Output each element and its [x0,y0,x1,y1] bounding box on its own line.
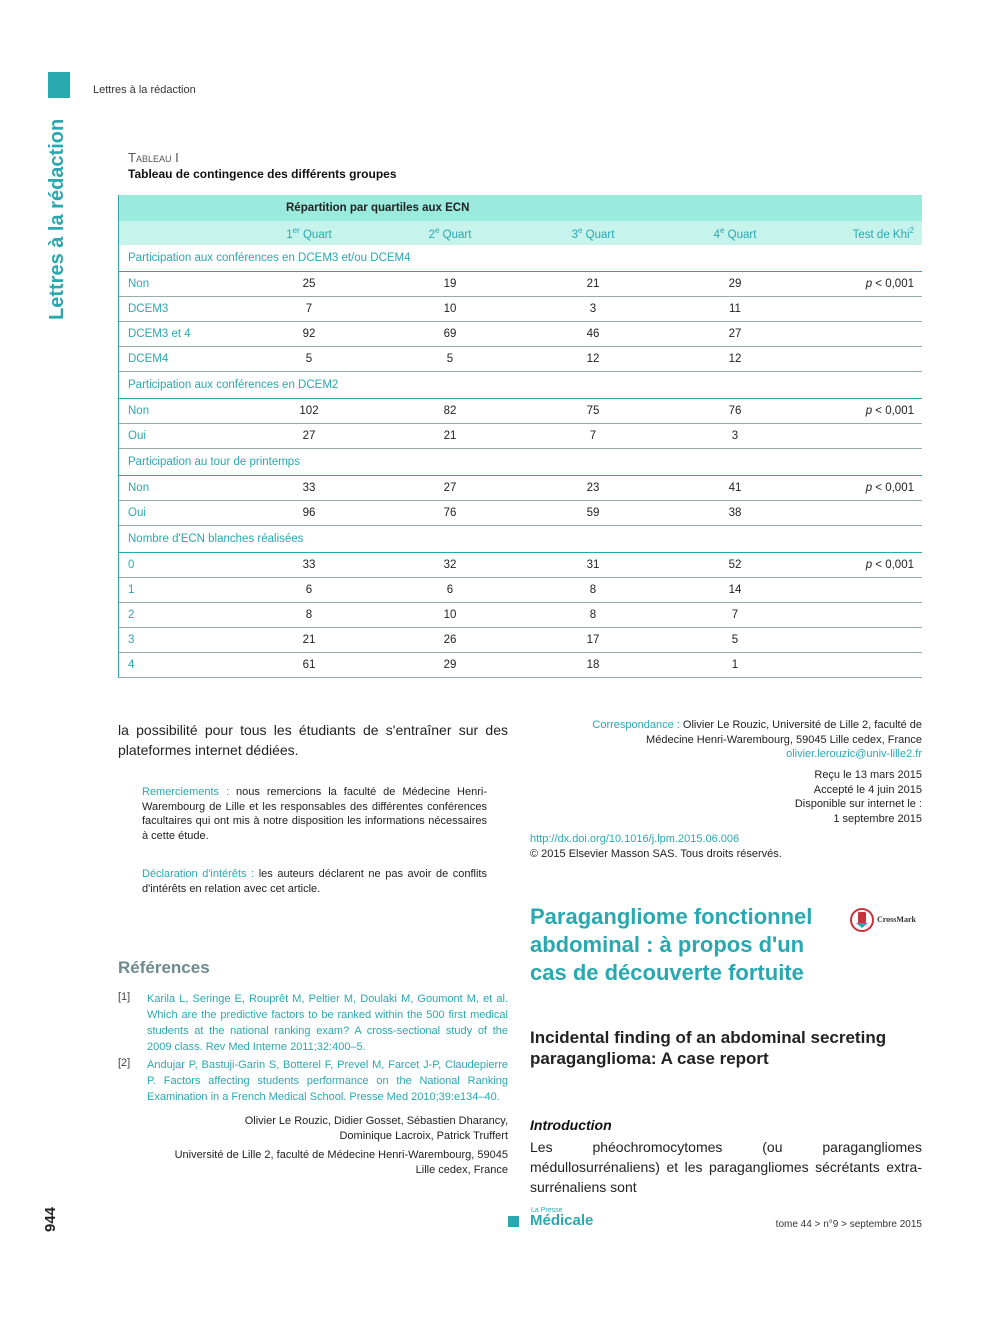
reference-number: [1] [118,991,131,1003]
row-label: 0 [119,553,239,578]
section-title: Participation aux conférences en DCEM3 et/ou DCEM4 [119,245,922,272]
p-value [805,603,922,628]
p-value [805,578,922,603]
cell-value: 76 [665,399,805,424]
cell-value: 46 [521,322,665,347]
section-marker [48,72,70,98]
cell-value: 10 [379,603,521,628]
section-title: Participation au tour de printemps [119,449,922,476]
table-row [119,272,922,297]
article-subtitle: Incidental finding of an abdominal secreting paraganglioma: A case report [530,1028,887,1068]
online-label: Disponible sur internet le : [794,798,922,810]
cell-value: 18 [521,653,665,678]
contingency-table [119,195,922,678]
cell-value: 27 [665,322,805,347]
cell-value: 41 [665,476,805,501]
cell-value: 31 [521,553,665,578]
cell-value: 8 [521,603,665,628]
doi-block [530,832,922,861]
running-header: Lettres à la rédaction [93,84,196,96]
conflicts-label: Déclaration d'intérêts : [142,868,255,880]
author-affiliation [118,1148,508,1177]
section-title: Participation aux conférences en DCEM2 [119,372,922,399]
p-value [805,501,922,526]
table-row [119,476,922,501]
table-row [119,501,922,526]
cell-value: 76 [379,501,521,526]
copyright-notice: © 2015 Elsevier Masson SAS. Tous droits réservés. [530,847,782,860]
cell-value: 33 [239,553,379,578]
cell-value: 5 [379,347,521,372]
row-label: 1 [119,578,239,603]
cell-value: 6 [379,578,521,603]
p-value [805,424,922,449]
journal-logo-small: La Presse [531,1207,563,1214]
cell-value: 21 [239,628,379,653]
reference-item [118,1057,508,1105]
authors-line: Dominique Lacroix, Patrick Truffert [339,1129,508,1142]
cell-value: 21 [521,272,665,297]
table-header-row [119,195,922,221]
cell-value: 14 [665,578,805,603]
acknowledgements [142,785,487,843]
cell-value: 12 [521,347,665,372]
cell-value: 82 [379,399,521,424]
cell-value: 7 [239,297,379,322]
table-row [119,424,922,449]
cell-value: 59 [521,501,665,526]
p-value: p < 0,001 [805,553,922,578]
issue-info: tome 44 > n°9 > septembre 2015 [775,1219,922,1230]
cell-value: 29 [379,653,521,678]
article-history [530,768,922,826]
row-label: DCEM3 et 4 [119,322,239,347]
table-row [119,347,922,372]
accepted-date: Accepté le 4 juin 2015 [813,783,922,796]
cell-value: 29 [665,272,805,297]
crossmark-label: CrossMark [877,915,916,924]
cell-value: 8 [239,603,379,628]
side-section-title: Lettres à la rédaction [46,118,68,320]
section-row [119,449,922,476]
cell-value: 23 [521,476,665,501]
cell-value: 3 [665,424,805,449]
cell-value: 33 [239,476,379,501]
table-label: Tableau I [128,150,179,165]
cell-value: 3 [521,297,665,322]
reference-item [118,991,508,1055]
cell-value: 25 [239,272,379,297]
cell-value: 102 [239,399,379,424]
cell-value: 52 [665,553,805,578]
table-row [119,322,922,347]
reference-link[interactable]: Karila L, Seringe E, Rouprêt M, Peltier M, Doulaki M, Goumont M, et al. Which are the predictive factors to be ranked within the 500 first medical students at the national ranking exam? A cross-sectional study of the 2009 class. Rev Med Interne 2011;32:400–5. [147,993,508,1053]
cell-value: 7 [521,424,665,449]
table-row [119,578,922,603]
affiliation-line: Lille cedex, France [415,1163,508,1176]
p-value: p < 0,001 [805,272,922,297]
row-label: Non [119,399,239,424]
table-row [119,553,922,578]
cell-value: 96 [239,501,379,526]
cell-value: 75 [521,399,665,424]
row-label: 4 [119,653,239,678]
author-list [118,1114,508,1143]
online-date: 1 septembre 2015 [833,812,922,825]
references-heading: Références [118,958,210,977]
references-list [118,991,508,1105]
section-title: Nombre d'ECN blanches réalisées [119,526,922,553]
cell-value: 7 [665,603,805,628]
cell-value: 8 [521,578,665,603]
cell-value: 19 [379,272,521,297]
cell-value: 26 [379,628,521,653]
conflicts-statement [142,867,487,896]
cell-value: 17 [521,628,665,653]
cell-value: 11 [665,297,805,322]
cell-value: 21 [379,424,521,449]
reference-link[interactable]: Andujar P, Bastuji-Garin S, Botterel F, Prevel M, Farcet J-P, Claudepierre P. Factors affecting students performance on the National Ranking Examination in a French Medical School. Presse Med 2010;39:e134–40. [147,1059,508,1103]
cell-value: 6 [239,578,379,603]
cell-value: 5 [665,628,805,653]
row-label: 3 [119,628,239,653]
p-value [805,322,922,347]
table-column-headers [119,221,922,245]
p-value: p < 0,001 [805,399,922,424]
page-number: 944 [42,1206,59,1232]
reference-number: [2] [118,1057,131,1069]
cell-value: 38 [665,501,805,526]
introduction-heading: Introduction [530,1117,612,1133]
cell-value: 1 [665,653,805,678]
authors-line: Olivier Le Rouzic, Didier Gosset, Sébastien Dharancy, [244,1115,508,1127]
acknowledgements-text: nous remercions la faculté de Médecine Henri-Warembourg de Lille et les responsables des différentes conférences facultaires qui ont mis à notre disposition les informations nécessaires à cette étude. [142,786,487,842]
section-row [119,372,922,399]
cell-value: 12 [665,347,805,372]
table-row [119,653,922,678]
body-paragraph: la possibilité pour tous les étudiants de s'entraîner sur des plateformes internet dédiées. [118,722,508,758]
p-value [805,347,922,372]
column-header-q4: 4e Quart [665,221,805,245]
column-header-q1: 1er Quart [239,221,379,245]
section-row [119,245,922,272]
article-title: Paragangliome fonctionnel abdominal : à propos d'un cas de découverte fortuite [530,904,813,985]
table-row [119,628,922,653]
table-caption: Tableau de contingence des différents groupes [128,167,397,181]
received-date: Reçu le 13 mars 2015 [814,769,922,781]
cell-value: 5 [239,347,379,372]
correspondence-label: Correspondance : [592,719,680,731]
p-value [805,628,922,653]
quartile-span-header: Répartition par quartiles aux ECN [239,195,665,221]
row-label: DCEM3 [119,297,239,322]
correspondence-text: Olivier Le Rouzic, Université de Lille 2, faculté de [679,719,922,731]
introduction-text: Les phéochromocytomes (ou paragangliomes médullosurrénaliens) et les paragangliomes sécrétants extra-surrénaliens sont [530,1139,922,1195]
row-label: 2 [119,603,239,628]
column-header-q3: 3e Quart [521,221,665,245]
p-value: p < 0,001 [805,476,922,501]
cell-value: 92 [239,322,379,347]
journal-logo: Médicale [530,1212,594,1229]
p-value [805,653,922,678]
cell-value: 27 [239,424,379,449]
contingency-table-block [118,150,922,678]
table-row [119,399,922,424]
correspondence-email-link[interactable]: olivier.lerouzic@univ-lille2.fr [786,748,922,760]
row-label: Non [119,272,239,297]
cell-value: 61 [239,653,379,678]
correspondence-block [530,718,922,762]
column-header-q2: 2e Quart [379,221,521,245]
correspondence-address: Médecine Henri-Warembourg, 59045 Lille cedex, France [646,733,922,746]
row-label: Oui [119,424,239,449]
section-row [119,526,922,553]
doi-link[interactable]: http://dx.doi.org/10.1016/j.lpm.2015.06.006 [530,833,740,845]
cell-value: 10 [379,297,521,322]
acknowledgements-label: Remerciements : [142,786,230,798]
row-label: Oui [119,501,239,526]
journal-logo-square [508,1216,519,1227]
crossmark-badge[interactable] [850,906,924,934]
table-row [119,297,922,322]
table-row [119,603,922,628]
p-value [805,297,922,322]
conflicts-text: les auteurs déclarent ne pas avoir de conflits d'intérêts en relation avec cet article. [142,868,487,895]
cell-value: 32 [379,553,521,578]
column-header-chi2: Test de Khi$^2$ [805,221,922,245]
row-label: Non [119,476,239,501]
cell-value: 69 [379,322,521,347]
affiliation-line: Université de Lille 2, faculté de Médecine Henri-Warembourg, 59045 [174,1149,508,1161]
row-label: DCEM4 [119,347,239,372]
cell-value: 27 [379,476,521,501]
